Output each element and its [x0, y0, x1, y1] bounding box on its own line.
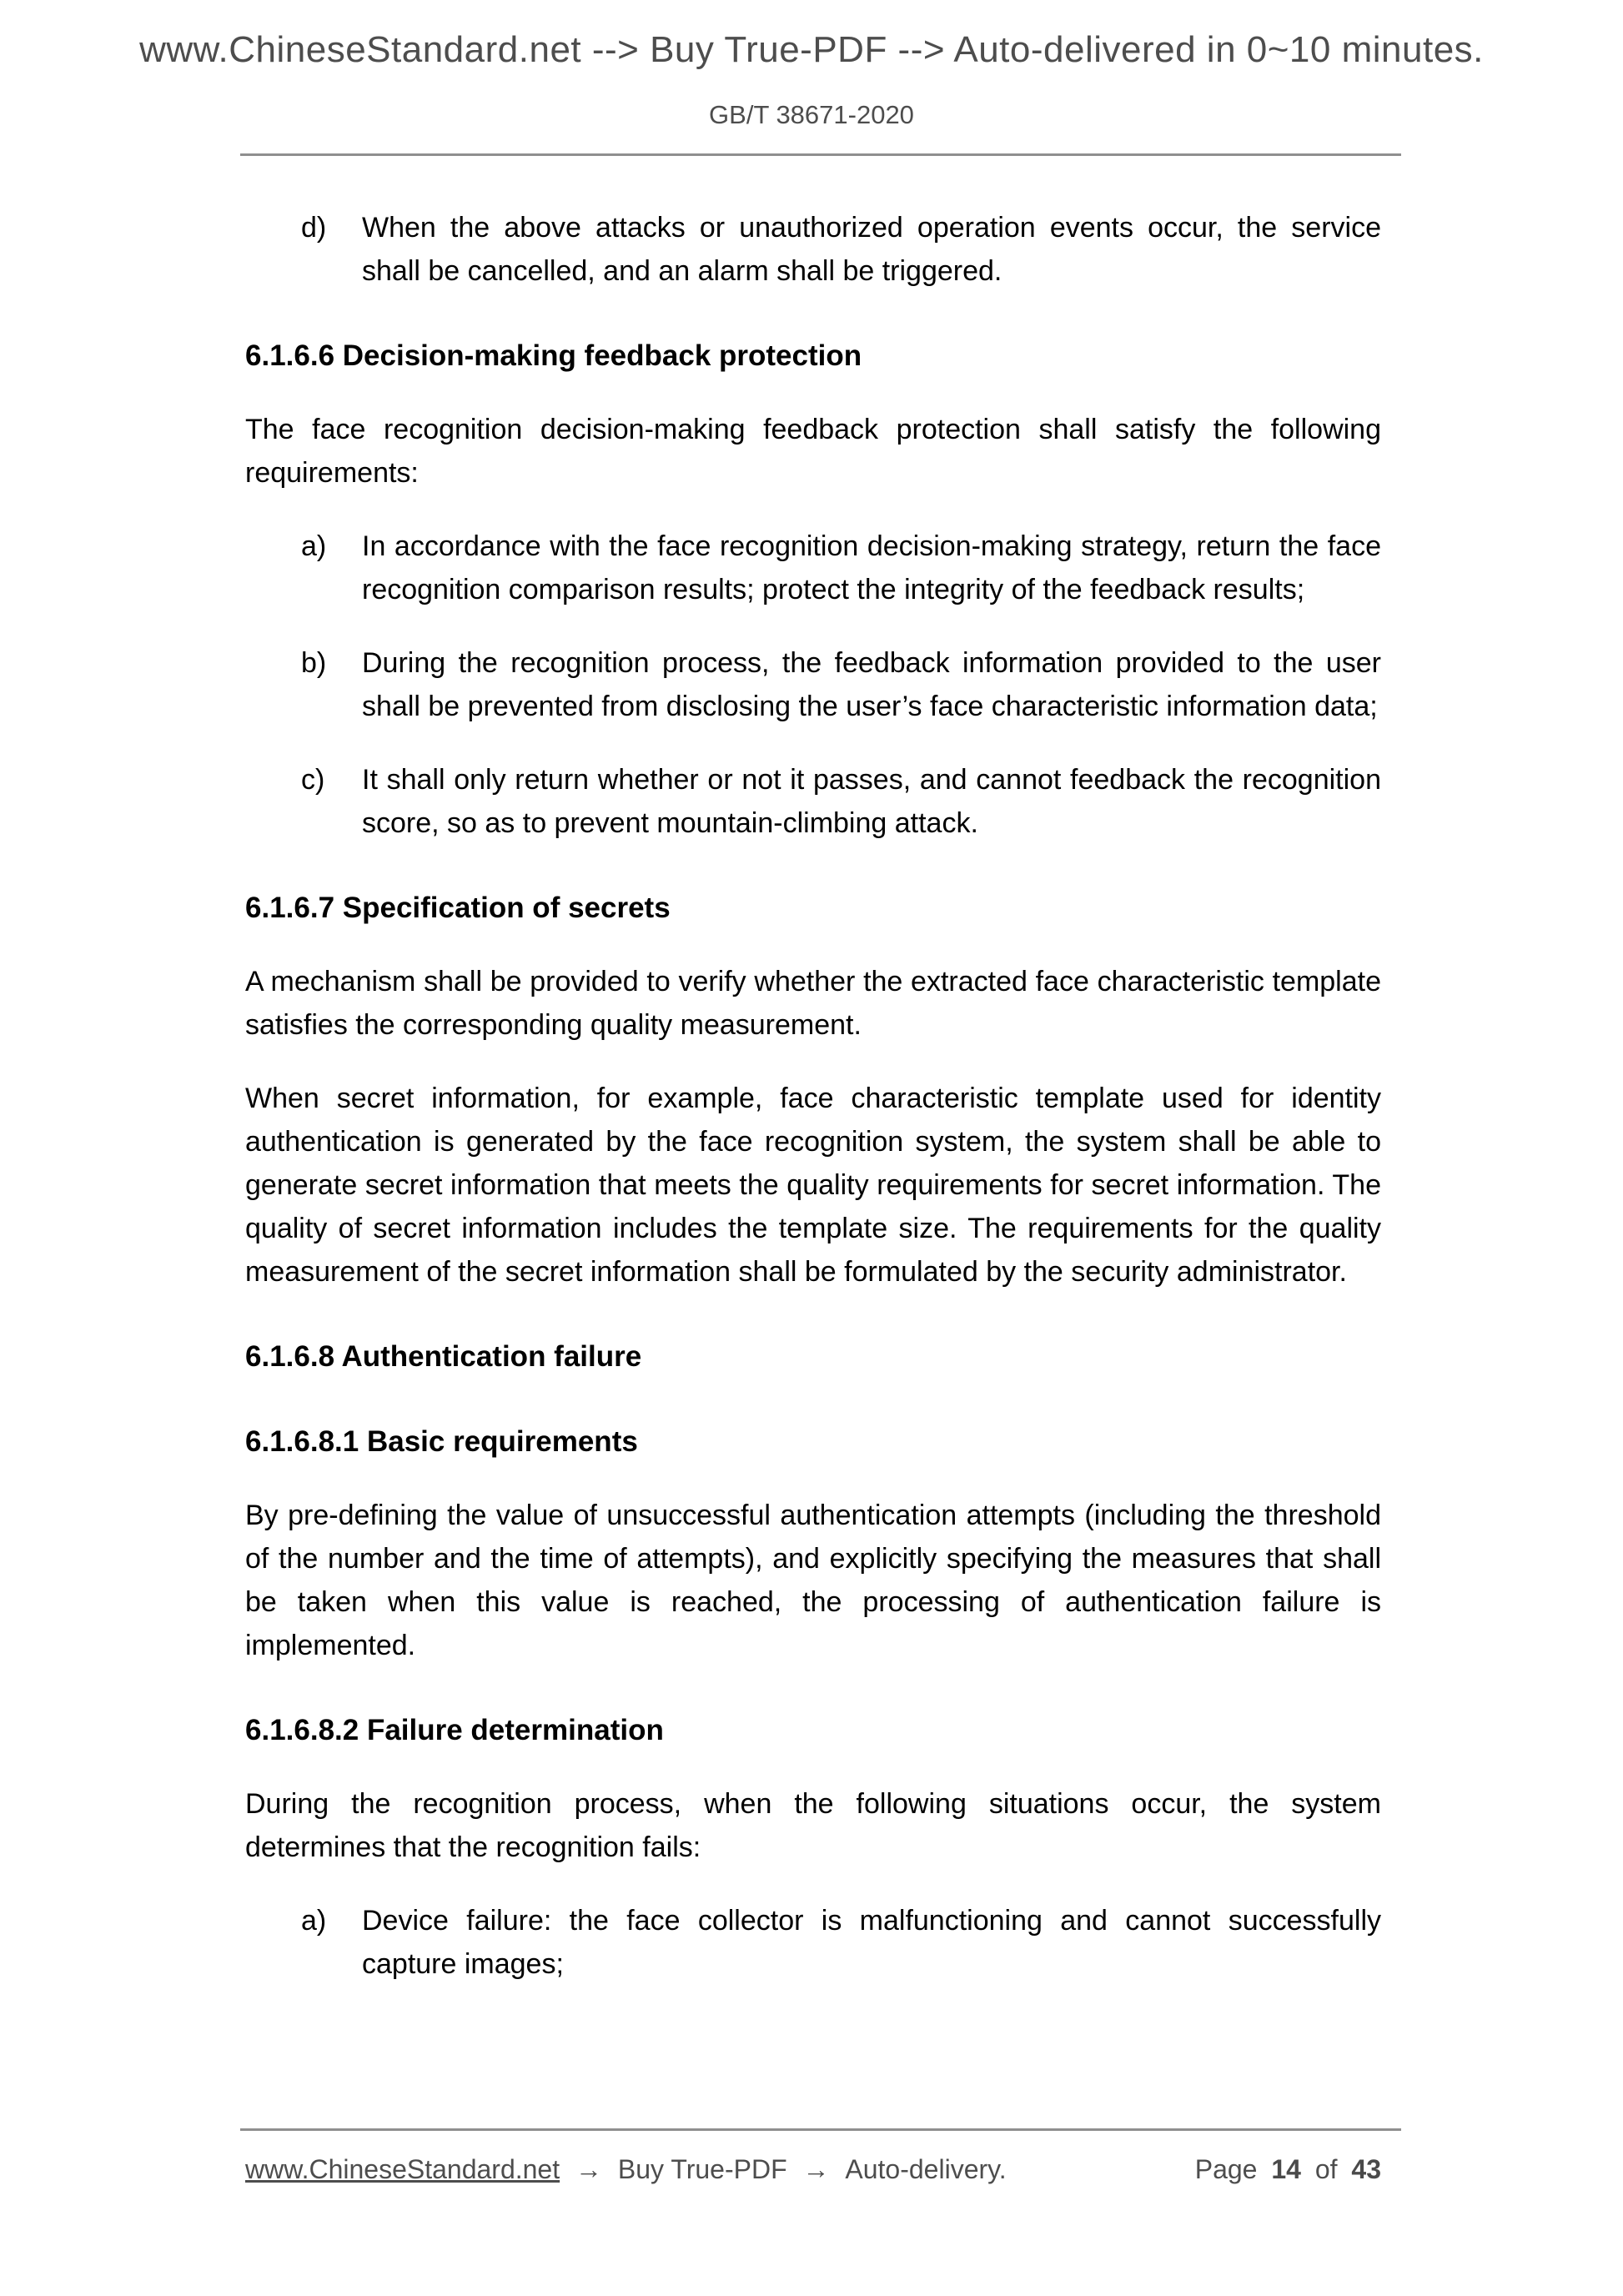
page-current: 14	[1271, 2154, 1301, 2184]
footer-site-link[interactable]: www.ChineseStandard.net	[245, 2154, 560, 2184]
list-item-text: In accordance with the face recognition decision-making strategy, return the face recognition comparison results; protect the integrity of the feedback results;	[362, 530, 1381, 605]
heading-6-1-6-8: 6.1.6.8 Authentication failure	[245, 1340, 642, 1373]
footer-delivery-label: Auto-delivery.	[845, 2154, 1007, 2184]
list-item-text: During the recognition process, the feedback information provided to the user shall be prevented from disclosing the user’s face characteristic information data;	[362, 647, 1381, 722]
list-item-text: It shall only return whether or not it passes, and cannot feedback the recognition score, so as to prevent mountain-climbing attack.	[362, 764, 1381, 839]
paragraph-predefining: By pre-defining the value of unsuccessful authentication attempts (including the threshold of the number and the time of attempts), and explicitly specifying the measures that shall be taken when this value is reached, the processing of authentication failure is implemented.	[245, 1500, 1381, 1661]
arrow-right-icon: →	[802, 2154, 830, 2184]
footer-rule	[240, 2128, 1401, 2131]
arrow-right-icon: →	[575, 2154, 602, 2184]
header-banner: www.ChineseStandard.net --> Buy True-PDF --> Auto-delivered in 0~10 minutes.	[139, 29, 1484, 70]
footer-left	[245, 2153, 1007, 2186]
list-item-text: When the above attacks or unauthorized operation events occur, the service shall be cancelled, and an alarm shall be triggered.	[362, 212, 1381, 287]
of-label: of	[1314, 2154, 1338, 2184]
list-item-text: Device failure: the face collector is malfunctioning and cannot successfully capture images;	[362, 1905, 1381, 1980]
paragraph-failure-intro: During the recognition process, when the following situations occur, the system determines that the recognition fails:	[245, 1788, 1381, 1863]
page-label: Page	[1194, 2154, 1258, 2184]
paragraph-mechanism: A mechanism shall be provided to verify whether the extracted face characteristic template satisfies the corresponding quality measurement.	[245, 966, 1381, 1041]
list-item-c	[245, 758, 1381, 845]
doc-number: GB/T 38671-2020	[709, 100, 914, 129]
footer-buy-label: Buy True-PDF	[617, 2154, 787, 2184]
page-total: 43	[1351, 2154, 1381, 2184]
document-body	[245, 206, 1381, 1986]
header-rule	[240, 153, 1401, 156]
paragraph-feedback-intro: The face recognition decision-making feedback protection shall satisfy the following requirements:	[245, 414, 1381, 489]
page-number-indicator	[1195, 2153, 1381, 2186]
heading-6-1-6-8-1: 6.1.6.8.1 Basic requirements	[245, 1425, 638, 1458]
list-item-label: a)	[301, 530, 327, 562]
heading-6-1-6-8-2: 6.1.6.8.2 Failure determination	[245, 1714, 664, 1746]
list-item-a-device-failure	[245, 1899, 1381, 1986]
list-item-d	[245, 206, 1381, 293]
list-item-label: b)	[301, 647, 327, 679]
paragraph-secret-information: When secret information, for example, face characteristic template used for identity authentication is generated by the face recognition system, the system shall be able to generate secret information that meets the quality requirements for secret information. The quality of secret information includes the template size. The requirements for the quality measurement of the secret information shall be formulated by the security administrator.	[245, 1083, 1381, 1288]
list-item-label: c)	[301, 764, 325, 796]
list-item-label: d)	[301, 212, 327, 244]
list-item-label: a)	[301, 1905, 327, 1937]
heading-6-1-6-7: 6.1.6.7 Specification of secrets	[245, 892, 671, 924]
list-item-b	[245, 641, 1381, 728]
list-item-a	[245, 525, 1381, 611]
page-footer	[240, 2128, 1401, 2186]
heading-6-1-6-6: 6.1.6.6 Decision-making feedback protection	[245, 339, 862, 372]
